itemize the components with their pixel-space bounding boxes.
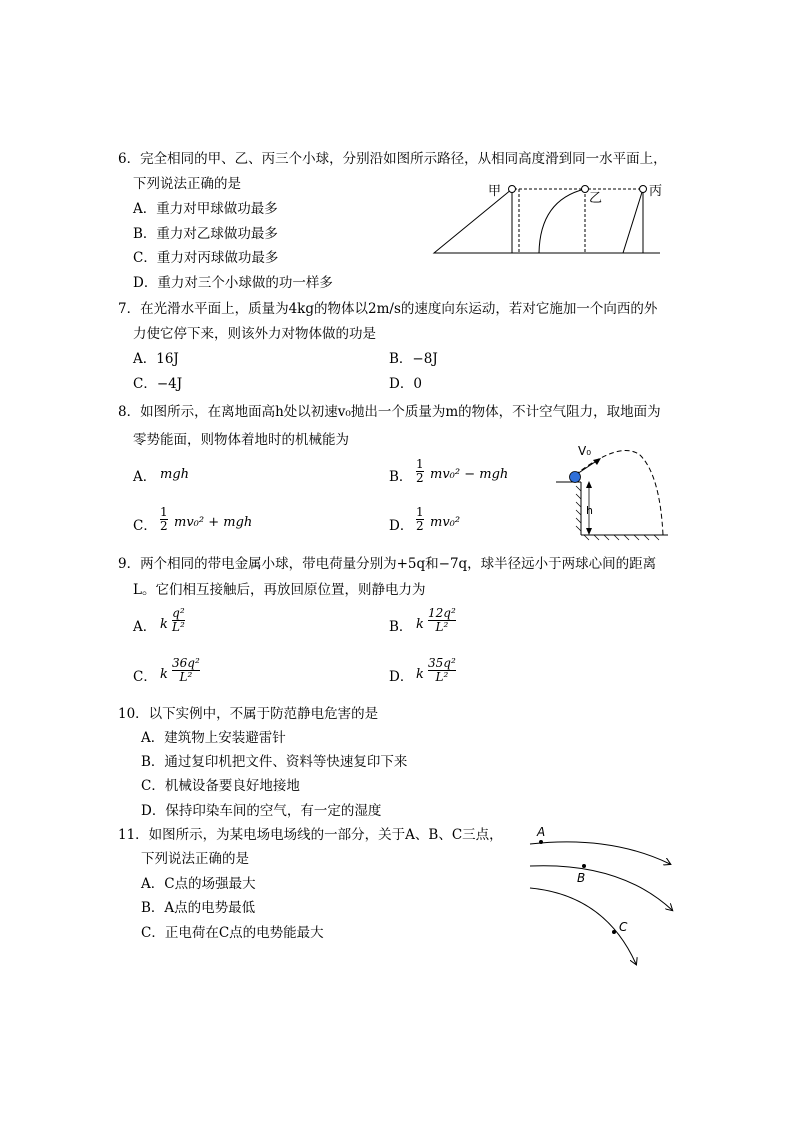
q6-label-jia: 甲 (488, 184, 502, 199)
q8-label-v0: V₀ (578, 444, 592, 458)
q9-option-d-label: D． (389, 669, 414, 685)
q9-stem-line2: L。它们相互接触后，再放回原位置，则静电力为 (133, 582, 426, 598)
q9-option-b-frac (428, 607, 456, 634)
q11-stem-line1: 11．如图所示，为某电场电场线的一部分，关于A、B、C三点， (118, 827, 503, 843)
q6-stem-line2: 下列说法正确的是 (133, 176, 241, 192)
q8-option-c-label: C． (133, 518, 157, 534)
q6-option-b: B．重力对乙球做功最多 (133, 226, 278, 242)
q9-c-num: 36q² (172, 656, 200, 670)
q10-option-c: C．机械设备要良好地接地 (141, 778, 300, 794)
q8-option-d-expr: mv₀² (430, 515, 461, 530)
q9-option-c-k: k (160, 667, 168, 682)
q6-option-d: D．重力对三个小球做的功一样多 (133, 275, 333, 291)
q9-option-d-frac (428, 657, 456, 684)
q8-option-c-expr: mv₀² + mgh (174, 515, 253, 530)
q11-label-a: A (537, 825, 546, 839)
q8-option-c-half (160, 506, 168, 533)
q8-d-num: 1 (416, 505, 424, 519)
q8-stem-line1: 8．如图所示，在离地面高h处以初速v₀抛出一个质量为m的物体，不计空气阻力，取地面为 (118, 404, 661, 420)
q9-a-num: q² (172, 606, 185, 620)
q6-label-yi: 乙 (589, 191, 603, 206)
q9-stem-line1: 9．两个相同的带电金属小球，带电荷量分别为+5q和−7q，球半径远小于两球心间的距离 (118, 556, 657, 572)
q6-option-c: C．重力对丙球做功最多 (133, 250, 279, 266)
q9-b-den: L² (435, 620, 449, 634)
q7-stem-line1: 7．在光滑水平面上，质量为4kg的物体以2m/s的速度向东运动，若对它施加一个向西的外 (118, 301, 658, 317)
q6-option-a: A．重力对甲球做功最多 (133, 201, 278, 217)
q7-option-d: D．0 (389, 376, 422, 392)
q9-option-d-k: k (416, 667, 424, 682)
q10-option-b: B．通过复印机把文件、资料等快速复印下来 (141, 754, 408, 770)
q8-b-den: 2 (416, 471, 424, 485)
q8-c-num: 1 (160, 505, 168, 519)
q7-option-b: B．−8J (389, 351, 438, 367)
q8-option-b-label: B． (389, 469, 413, 485)
q11-option-c: C．正电荷在C点的电势能最大 (141, 925, 324, 941)
q8-d-den: 2 (416, 519, 424, 533)
q9-d-den: L² (435, 670, 449, 684)
q7-option-a: A．16J (133, 351, 179, 367)
q10-option-a: A．建筑物上安装避雷针 (141, 730, 286, 746)
q8-option-b-half (416, 458, 424, 485)
q11-option-a: A．C点的场强最大 (141, 876, 256, 892)
q9-option-a-frac (172, 607, 185, 634)
q9-option-a-label: A． (133, 619, 157, 635)
q9-d-num: 35q² (428, 656, 456, 670)
q9-option-b-label: B． (389, 619, 413, 635)
q11-option-b: B．A点的电势最低 (141, 900, 256, 916)
q10-stem: 10．以下实例中，不属于防范静电危害的是 (118, 706, 379, 722)
q9-b-num: 12q² (428, 606, 456, 620)
q8-option-b-expr: mv₀² − mgh (430, 467, 509, 482)
q8-option-a-expr: mgh (160, 467, 190, 482)
q11-label-b: B (577, 871, 586, 885)
q6-stem-line1: 6．完全相同的甲、乙、丙三个小球，分别沿如图所示路径，从相同高度滑到同一水平面上， (118, 151, 667, 167)
q7-stem-line2: 力使它停下来，则该外力对物体做的功是 (133, 326, 376, 342)
q8-b-num: 1 (416, 457, 424, 471)
q9-option-c-frac (172, 657, 200, 684)
q10-option-d: D．保持印染车间的空气，有一定的湿度 (141, 803, 382, 819)
q8-option-d-half (416, 506, 424, 533)
q6-label-bing: 丙 (649, 184, 663, 199)
q11-label-c: C (619, 920, 628, 934)
q9-option-c-label: C． (133, 669, 157, 685)
q9-option-a-k: k (160, 617, 168, 632)
q7-option-c: C．−4J (133, 376, 183, 392)
q8-stem-line2: 零势能面，则物体着地时的机械能为 (133, 432, 349, 448)
q11-stem-line2: 下列说法正确的是 (141, 851, 249, 867)
q9-a-den: L² (172, 620, 185, 634)
q9-option-b-k: k (416, 617, 424, 632)
q8-label-h: h (586, 504, 593, 517)
q8-c-den: 2 (160, 519, 168, 533)
q8-option-a-label: A． (133, 469, 157, 485)
q8-option-d-label: D． (389, 518, 414, 534)
q9-c-den: L² (179, 670, 193, 684)
